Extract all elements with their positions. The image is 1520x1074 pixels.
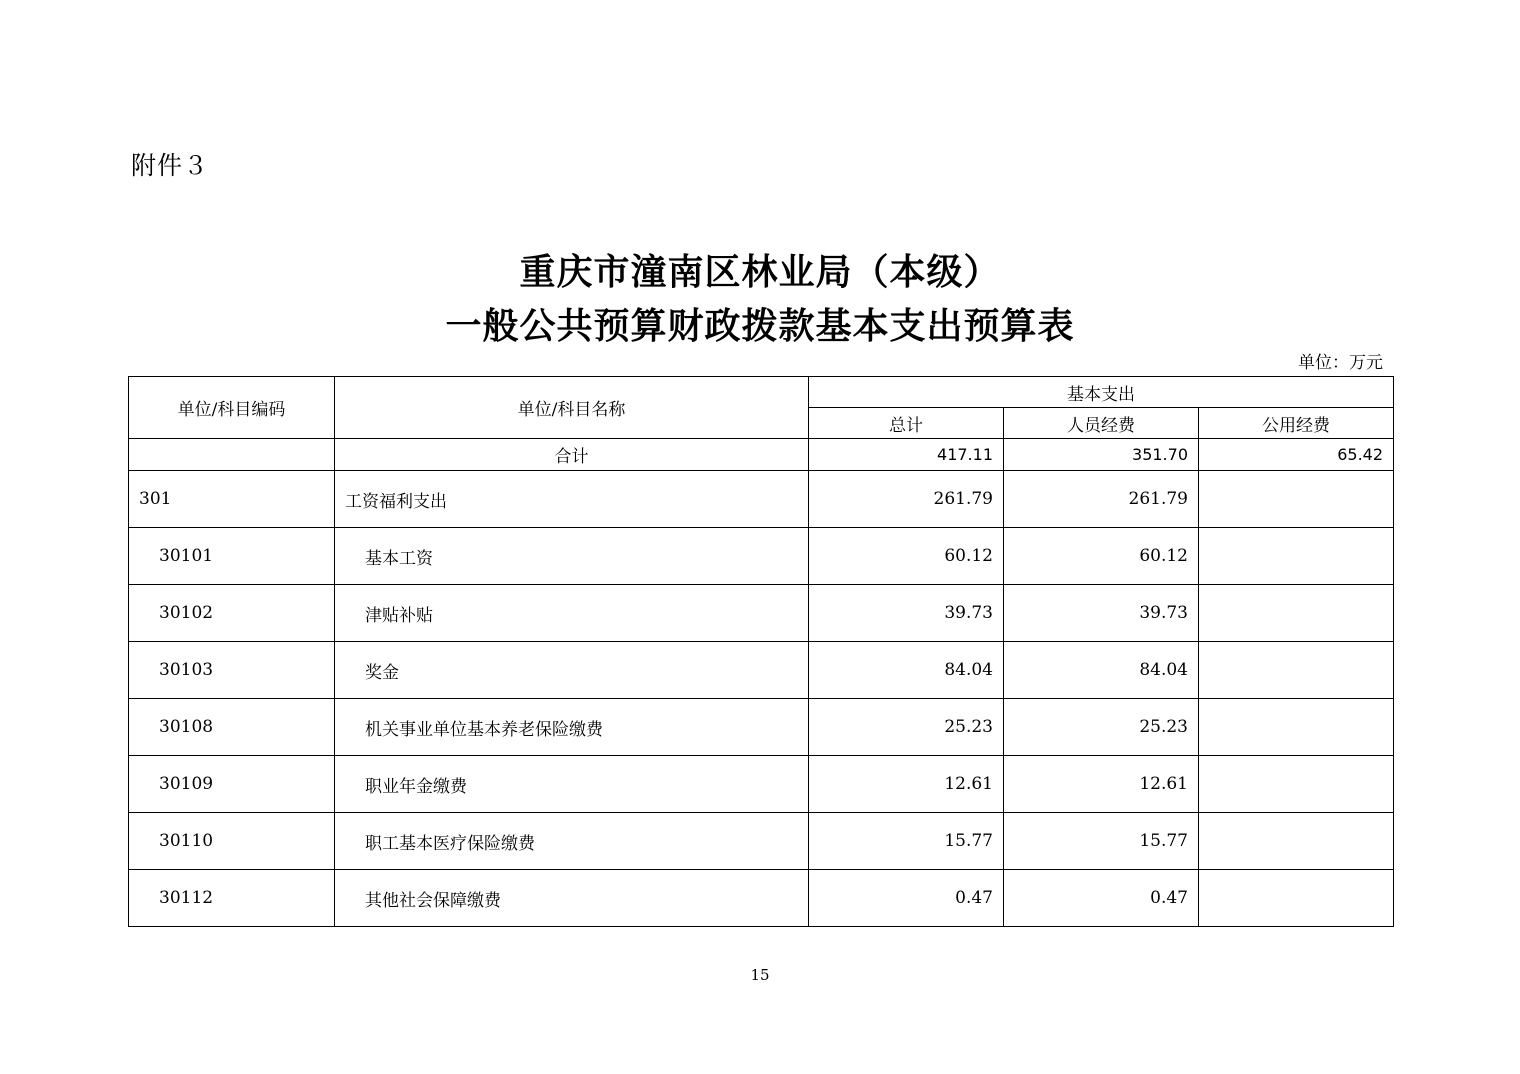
row-public (1199, 642, 1394, 699)
budget-table (128, 376, 1394, 927)
table-row (129, 870, 1394, 927)
row-total: 84.04 (809, 642, 1004, 699)
total-personnel: 351.70 (1004, 439, 1199, 471)
row-name: 津贴补贴 (335, 585, 809, 642)
total-code (129, 439, 335, 471)
row-name: 机关事业单位基本养老保险缴费 (335, 699, 809, 756)
row-personnel: 15.77 (1004, 813, 1199, 870)
row-code: 30112 (129, 870, 335, 927)
header-total: 总计 (809, 408, 1004, 439)
table-row (129, 813, 1394, 870)
row-total: 60.12 (809, 528, 1004, 585)
row-total: 12.61 (809, 756, 1004, 813)
row-code: 30102 (129, 585, 335, 642)
header-personnel: 人员经费 (1004, 408, 1199, 439)
total-public: 65.42 (1199, 439, 1394, 471)
row-name: 职工基本医疗保险缴费 (335, 813, 809, 870)
row-personnel: 261.79 (1004, 471, 1199, 528)
row-total: 15.77 (809, 813, 1004, 870)
row-personnel: 39.73 (1004, 585, 1199, 642)
row-name: 基本工资 (335, 528, 809, 585)
page-number: 15 (750, 966, 770, 984)
header-code: 单位/科目编码 (129, 377, 335, 439)
document-title-line2: 一般公共预算财政拨款基本支出预算表 (445, 305, 1075, 347)
table-row (129, 528, 1394, 585)
row-name: 奖金 (335, 642, 809, 699)
total-total: 417.11 (809, 439, 1004, 471)
row-name: 职业年金缴费 (335, 756, 809, 813)
total-row (129, 439, 1394, 471)
attachment-label: 附件３ (131, 151, 210, 180)
row-personnel: 25.23 (1004, 699, 1199, 756)
table-row (129, 471, 1394, 528)
header-basic-expenditure: 基本支出 (809, 377, 1394, 408)
document-title-line1: 重庆市潼南区林业局（本级） (519, 251, 1001, 293)
row-name: 其他社会保障缴费 (335, 870, 809, 927)
row-code: 30110 (129, 813, 335, 870)
total-name: 合计 (335, 439, 809, 471)
table-row (129, 642, 1394, 699)
row-personnel: 12.61 (1004, 756, 1199, 813)
row-total: 261.79 (809, 471, 1004, 528)
row-name: 工资福利支出 (335, 471, 809, 528)
row-total: 25.23 (809, 699, 1004, 756)
unit-label: 单位：万元 (1298, 353, 1383, 373)
row-personnel: 84.04 (1004, 642, 1199, 699)
row-code: 30108 (129, 699, 335, 756)
row-public (1199, 870, 1394, 927)
row-code: 30103 (129, 642, 335, 699)
row-code: 30109 (129, 756, 335, 813)
row-public (1199, 699, 1394, 756)
row-total: 0.47 (809, 870, 1004, 927)
row-personnel: 0.47 (1004, 870, 1199, 927)
row-public (1199, 585, 1394, 642)
row-public (1199, 813, 1394, 870)
table-row (129, 585, 1394, 642)
row-total: 39.73 (809, 585, 1004, 642)
header-name: 单位/科目名称 (335, 377, 809, 439)
row-personnel: 60.12 (1004, 528, 1199, 585)
row-code: 301 (129, 471, 335, 528)
table-row (129, 756, 1394, 813)
row-public (1199, 528, 1394, 585)
row-public (1199, 756, 1394, 813)
row-public (1199, 471, 1394, 528)
header-row-1 (129, 377, 1394, 408)
table-row (129, 699, 1394, 756)
row-code: 30101 (129, 528, 335, 585)
header-public: 公用经费 (1199, 408, 1394, 439)
